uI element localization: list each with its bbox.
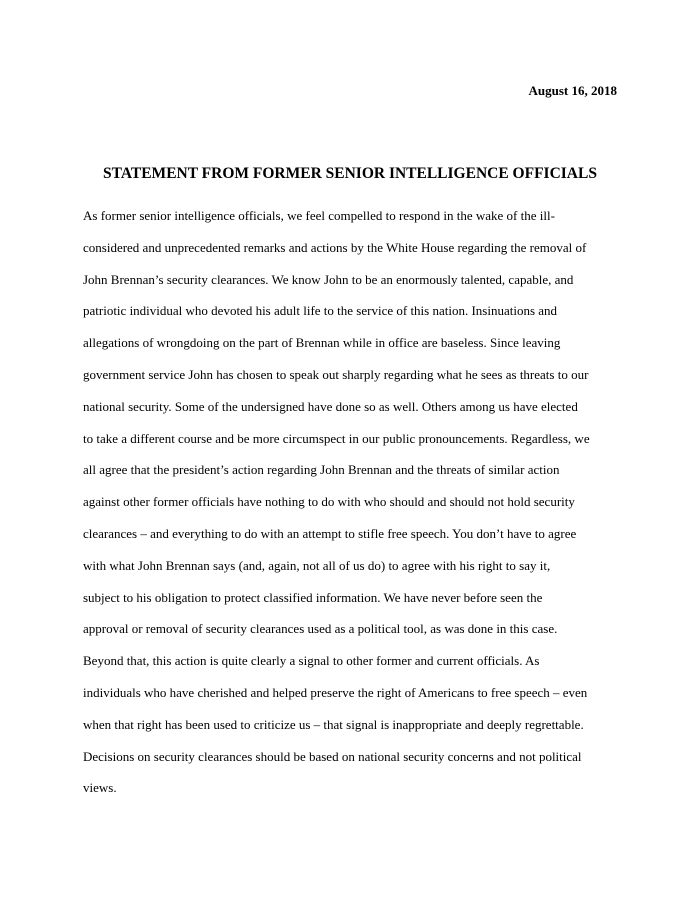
body-line: Decisions on security clearances should be based on national security concerns and not political: [83, 748, 582, 764]
body-line: individuals who have cherished and helped preserve the right of Americans to free speech – even: [83, 684, 588, 700]
body-line: government service John has chosen to speak out sharply regarding what he sees as threats to our: [83, 366, 589, 382]
document-title: STATEMENT FROM FORMER SENIOR INTELLIGENCE OFFICIALS: [103, 165, 597, 182]
body-line: when that right has been used to criticize us – that signal is inappropriate and deeply regrettable.: [83, 716, 584, 732]
body-line: Beyond that, this action is quite clearly a signal to other former and current officials. As: [83, 653, 540, 669]
body-line: As former senior intelligence officials, we feel compelled to respond in the wake of the ill-: [83, 208, 555, 223]
body-line: approval or removal of security clearances used as a political tool, as was done in this case.: [83, 621, 558, 637]
body-line: considered and unprecedented remarks and actions by the White House regarding the removal of: [83, 239, 587, 255]
body-line: views.: [83, 780, 117, 796]
body-line: clearances – and everything to do with an attempt to stifle free speech. You don’t have to agree: [83, 525, 577, 541]
body-line: against other former officials have nothing to do with who should and should not hold security: [83, 494, 575, 510]
document-body: [83, 206, 643, 810]
body-line: with what John Brennan says (and, again, not all of us do) to agree with his right to say it,: [83, 557, 551, 573]
body-line: John Brennan’s security clearances. We know John to be an enormously talented, capable, and: [83, 271, 574, 287]
body-line: patriotic individual who devoted his adult life to the service of this nation. Insinuations and: [83, 303, 558, 319]
body-line: allegations of wrongdoing on the part of Brennan while in office are baseless. Since leaving: [83, 335, 561, 351]
body-line: to take a different course and be more circumspect in our public pronouncements. Regardless, we: [83, 430, 590, 446]
body-line: subject to his obligation to protect classified information. We have never before seen the: [83, 589, 543, 605]
document-date: August 16, 2018: [528, 83, 617, 98]
body-line: all agree that the president’s action regarding John Brennan and the threats of similar action: [83, 462, 560, 478]
body-line: national security. Some of the undersigned have done so as well. Others among us have elected: [83, 398, 578, 414]
